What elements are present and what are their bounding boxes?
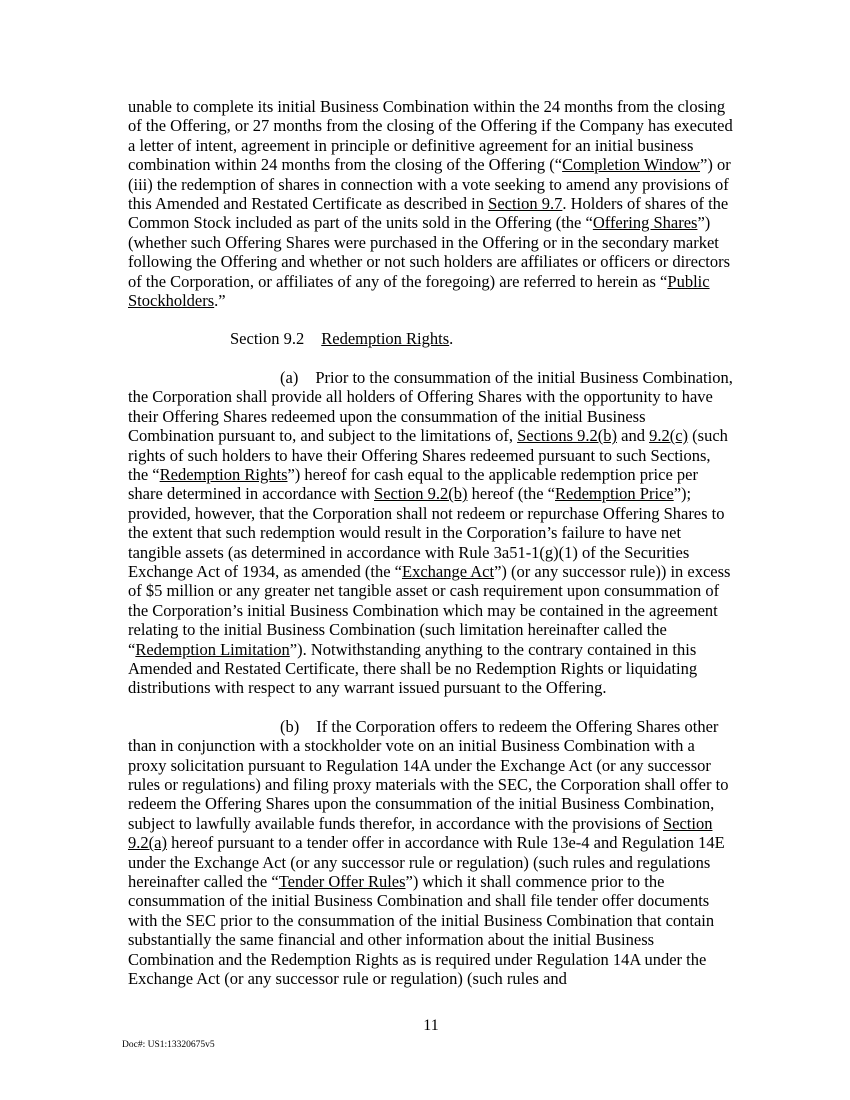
continuation-paragraph [128, 97, 734, 310]
text-run: . [449, 329, 454, 349]
doc-id-footer: Doc#: US1:13320675v5 [122, 1040, 215, 1050]
paragraph-a [128, 368, 734, 698]
text-run: ”) hereof for cash equal to the applicable redemption price per share determined in accordance with [128, 464, 698, 504]
underlined-term: Exchange Act [401, 561, 495, 581]
text-run: (such rights of such holders to have their Offering Shares redeemed pursuant to such Sections, the “ [128, 426, 728, 484]
text-run: (b) [280, 716, 300, 736]
text-run: If the Corporation offers to redeem the Offering Shares other than in conjunction with a stockholder vote on an initial Business Combination with a proxy solicitation pursuant to Regulation 14A under the Exchange Act (or any successor rules or regulations) and filing proxy materials with the SEC, the Corporation shall offer to redeem the Offering Shares upon the consummation of the initial Business Combination, subject to lawfully available funds therefor, in accordance with the provisions of [128, 716, 729, 833]
underlined-term: Redemption Rights [321, 329, 450, 349]
text-run: Section 9.2 [230, 329, 305, 349]
underlined-term: Section 9.2(b) [374, 484, 468, 504]
text-run: hereof (the “ [467, 484, 555, 504]
text-run: ”) which it shall commence prior to the consummation of the initial Business Combination and shall file tender offer documents with the SEC prior to the consummation of the initial Business Combination that contain substantially the same financial and other information about the initial Business Combination and the Redemption Rights as is required under Regulation 14A under the Exchange Act (or any successor rule or regulation) (such rules and [128, 872, 715, 989]
document-body [128, 97, 734, 1007]
text-run: ”) or (iii) the redemption of shares in connection with a vote seeking to amend any provisions of this Amended and Restated Certificate as described in [128, 155, 731, 214]
text-run: and [617, 426, 650, 446]
text-run: ”); provided, however, that the Corporation shall not redeem or repurchase Offering Shares to the extent that such redemption would result in the Corporation’s failure to have net tangible assets (as determined in accordance with Rule 3a51-1(g)(1) of the Securities Exchange Act of 1934, as amended (the “ [128, 484, 725, 581]
paragraph-b [128, 717, 734, 989]
underlined-term: Public Stockholders [128, 271, 710, 311]
text-run: ”). Notwithstanding anything to the contrary contained in this Amended and Restated Certificate, there shall be no Redemption Rights or liquidating distributions with respect to any warrant issued pursuant to the Offering. [128, 639, 698, 698]
text-run: unable to complete its initial Business Combination within the 24 months from the closing of the Offering, or 27 months from the closing of the Offering if the Company has executed a letter of intent, agreement in principle or definitive agreement for an initial business combination within 24 months from the closing of the Offering (“ [128, 97, 733, 175]
underlined-term: Tender Offer Rules [278, 872, 406, 892]
text-run: hereof pursuant to a tender offer in accordance with Rule 13e-4 and Regulation 14E under the Exchange Act (or any successor rule or regulation) (such rules and regulations hereinafter called the “ [128, 833, 725, 892]
underlined-term: Completion Window [562, 155, 701, 175]
underlined-term: Section 9.7 [488, 194, 563, 214]
text-run: . Holders of shares of the Common Stock included as part of the units sold in the Offering (the “ [128, 194, 729, 233]
page-number: 11 [423, 1017, 439, 1034]
underlined-term: Offering Shares [592, 213, 698, 233]
section-9-2-heading [128, 329, 734, 348]
underlined-term: 9.2(c) [649, 426, 689, 446]
underlined-term: Redemption Rights [159, 464, 288, 484]
underlined-term: Redemption Limitation [135, 639, 290, 659]
text-run: .” [214, 291, 226, 311]
text-run: Prior to the consummation of the initial Business Combination, the Corporation shall provide all holders of Offering Shares with the opportunity to have their Offering Shares redeemed upon the consummation of the initial Business Combination pursuant to, and subject to the limitations of, [128, 367, 733, 446]
text-run: (a) [280, 367, 299, 387]
underlined-term: Redemption Price [555, 484, 674, 504]
underlined-term: Sections 9.2(b) [517, 426, 617, 446]
text-run: ”) (or any successor rule)) in excess of $5 million or any greater net tangible asset or cash requirement upon consummation of the Corporation’s initial Business Combination which may be contained in the agreement relating to the initial Business Combination (such limitation hereinafter called the “ [128, 561, 731, 659]
underlined-term: Section 9.2(a) [128, 813, 713, 853]
text-run: ”) (whether such Offering Shares were purchased in the Offering or in the secondary market following the Offering and whether or not such holders are affiliates or officers or directors of the Corporation, or affiliates of any of the foregoing) are referred to herein as “ [128, 213, 731, 291]
